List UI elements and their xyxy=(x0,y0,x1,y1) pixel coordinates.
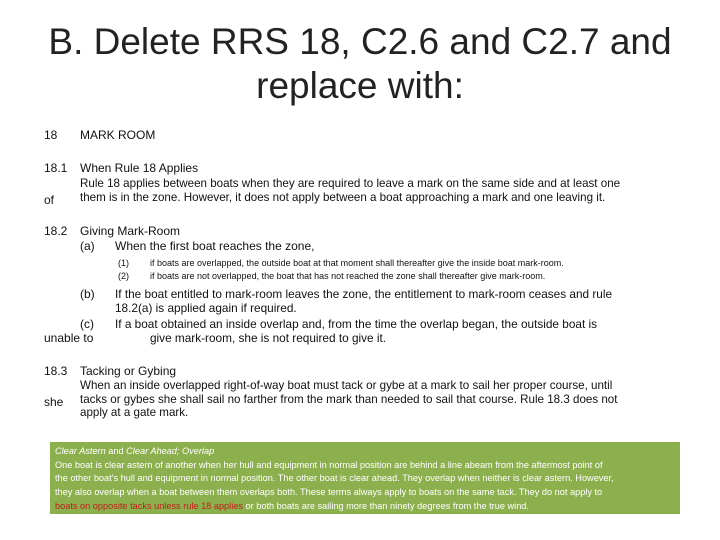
clause-text: When the first boat reaches the zone, xyxy=(115,239,315,253)
section-text-line: Rule 18 applies between boats when they are required to leave a mark on the same side and at least one xyxy=(80,177,621,190)
definition-line: they also overlap when a boat between them overlaps both. These terms always apply to boats on the same tack. They do not apply to xyxy=(55,487,603,498)
stray-word: unable to xyxy=(44,331,94,345)
subclause-label: (2) xyxy=(118,271,129,281)
section-heading: When Rule 18 Applies xyxy=(80,161,199,175)
definition-line: One boat is clear astern of another when her hull and equipment in normal position are behind a line abeam from the aftermost point of xyxy=(55,459,603,470)
stray-word: of xyxy=(44,193,55,207)
rule-number: 18 xyxy=(44,128,58,142)
definition-text: or both boats are sailing more than ninety degrees from the true wind. xyxy=(242,500,529,511)
definitions-box xyxy=(50,442,680,514)
clause-label: (c) xyxy=(80,317,94,331)
section-number: 18.1 xyxy=(44,161,68,175)
definitions-heading xyxy=(55,445,675,459)
highlighted-text: boats on opposite tacks unless rule 18 applies xyxy=(55,500,243,511)
definition-line: the other boat's hull and equipment in normal position. The other boat is clear ahead. They overlap when neither is clear astern. However, xyxy=(55,473,614,484)
stray-word: she xyxy=(44,395,64,409)
section-text-line: apply at a gate mark. xyxy=(80,406,189,419)
clause-text: If the boat entitled to mark-room leaves the zone, the entitlement to mark-room ceases and rule xyxy=(115,287,613,301)
clause-label: (b) xyxy=(80,287,95,301)
section-heading: Giving Mark-Room xyxy=(80,224,181,238)
subclause-text: if boats are overlapped, the outside boat at that moment shall thereafter give the inside boat mark-room. xyxy=(150,258,564,268)
definition-connector: and xyxy=(105,446,127,456)
subclause-text: if boats are not overlapped, the boat that has not reached the zone shall thereafter give mark-room. xyxy=(150,271,546,281)
section-text-line: tacks or gybes she shall sail no farther from the mark than needed to sail that course. Rule 18.3 does not xyxy=(80,393,618,406)
clause-text: If a boat obtained an inside overlap and, from the time the overlap began, the outside boat is xyxy=(115,317,598,331)
section-number: 18.2 xyxy=(44,224,68,238)
definition-term: Clear Ahead; Overlap xyxy=(126,446,215,456)
section-text-line: When an inside overlapped right-of-way boat must tack or gybe at a mark to sail her proper course, until xyxy=(80,379,613,392)
section-text-line: them is in the zone. However, it does not apply between a boat approaching a mark and one leaving it. xyxy=(80,191,606,204)
page-title: B. Delete RRS 18, C2.6 and C2.7 and replace with: xyxy=(48,21,672,106)
section-number: 18.3 xyxy=(44,364,68,378)
definition-term: Clear Astern xyxy=(55,446,106,456)
rule-heading: MARK ROOM xyxy=(80,128,156,142)
definition-line xyxy=(55,500,675,514)
section-heading: Tacking or Gybing xyxy=(80,364,177,378)
subclause-label: (1) xyxy=(118,258,129,268)
clause-label: (a) xyxy=(80,239,95,253)
clause-text: 18.2(a) is applied again if required. xyxy=(115,301,297,315)
clause-text: give mark-room, she is not required to give it. xyxy=(150,331,387,345)
